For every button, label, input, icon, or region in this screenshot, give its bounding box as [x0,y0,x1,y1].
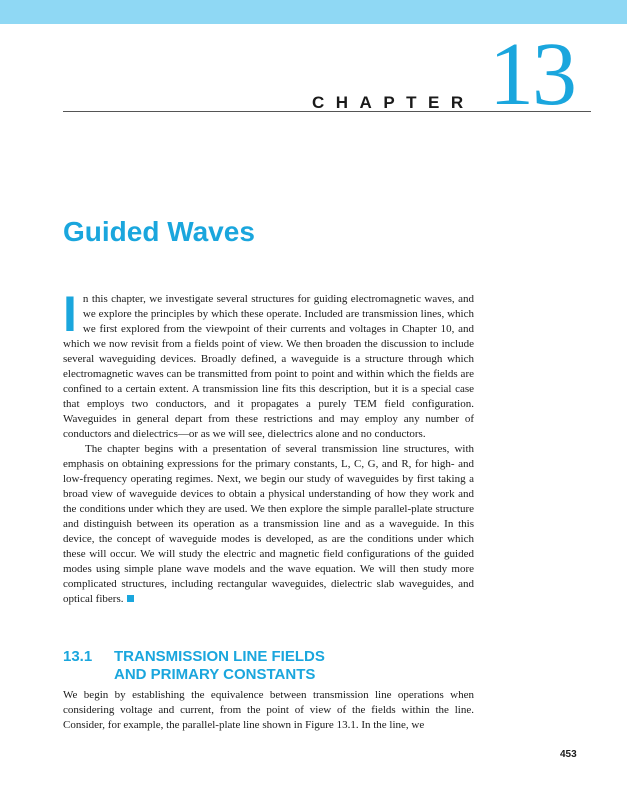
intro-text [63,286,474,607]
chapter-number: 13 [489,25,575,124]
section-paragraph: We begin by establishing the equivalence between transmission line operations when considering voltage and current, from the point of view of the fields within the line. Consider, for example, the parallel-plate line shown in Figure 13.1. In the line, we [63,689,474,731]
chapter-title: Guided Waves [63,216,255,247]
page-number: 453 [560,749,577,760]
chapter-rule [63,111,591,112]
intro-paragraph-2 [63,442,474,607]
section-number: 13.1 [63,648,93,665]
intro-paragraph-2-text: The chapter begins with a presentation of several transmission line structures, with emphasis on obtaining expressions for the primary constants, L, C, G, and R, for high- and low-frequency operating regimes. Next, we begin our study of waveguides by first taking a broad view of waveguide devices to obtain a physical understanding of how they work and the conditions under which they are used. We then explore the simple parallel-plate structure and distinguish between its operation as a transmission line and as a waveguide. In this device, the concept of waveguide modes is developed, as are the conditions under which these will occur. We will study the electric and magnetic field configurations of the guided modes using simple plane wave models and the wave equation. We will then study more complicated structures, including rectangular waveguides, dielectric slab waveguides, and optical fibers. [63,443,474,605]
end-of-intro-square-icon [127,595,134,602]
chapter-label: CHAPTER [312,93,475,112]
section-title-line-2: AND PRIMARY CONSTANTS [114,666,316,683]
top-color-band [0,0,627,24]
drop-cap: I [63,286,77,342]
section-heading [63,648,483,684]
section-body [63,688,474,733]
intro-paragraph-1-text: n this chapter, we investigate several structures for guiding electromagnetic waves, and we explore the principles by which these operate. Included are transmission lines, which we first explored from the viewpoint of their currents and voltages in Chapter 10, and which we now revisit from a fields point of view. We then broaden the discussion to include several waveguiding devices. Broadly defined, a waveguide is a structure through which electromagnetic waves can be transmitted from point to point and within which the fields are confined to a certain extent. A transmission line fits this description, but it is a special case that employs two conductors, and it propagates a purely TEM field configuration. Waveguides in general depart from these restrictions and may employ any number of conductors and dielectrics—or as we will see, dielectrics alone and no conductors. [63,293,474,440]
intro-paragraph-1 [63,286,474,442]
section-title-line-1: TRANSMISSION LINE FIELDS [114,648,325,665]
